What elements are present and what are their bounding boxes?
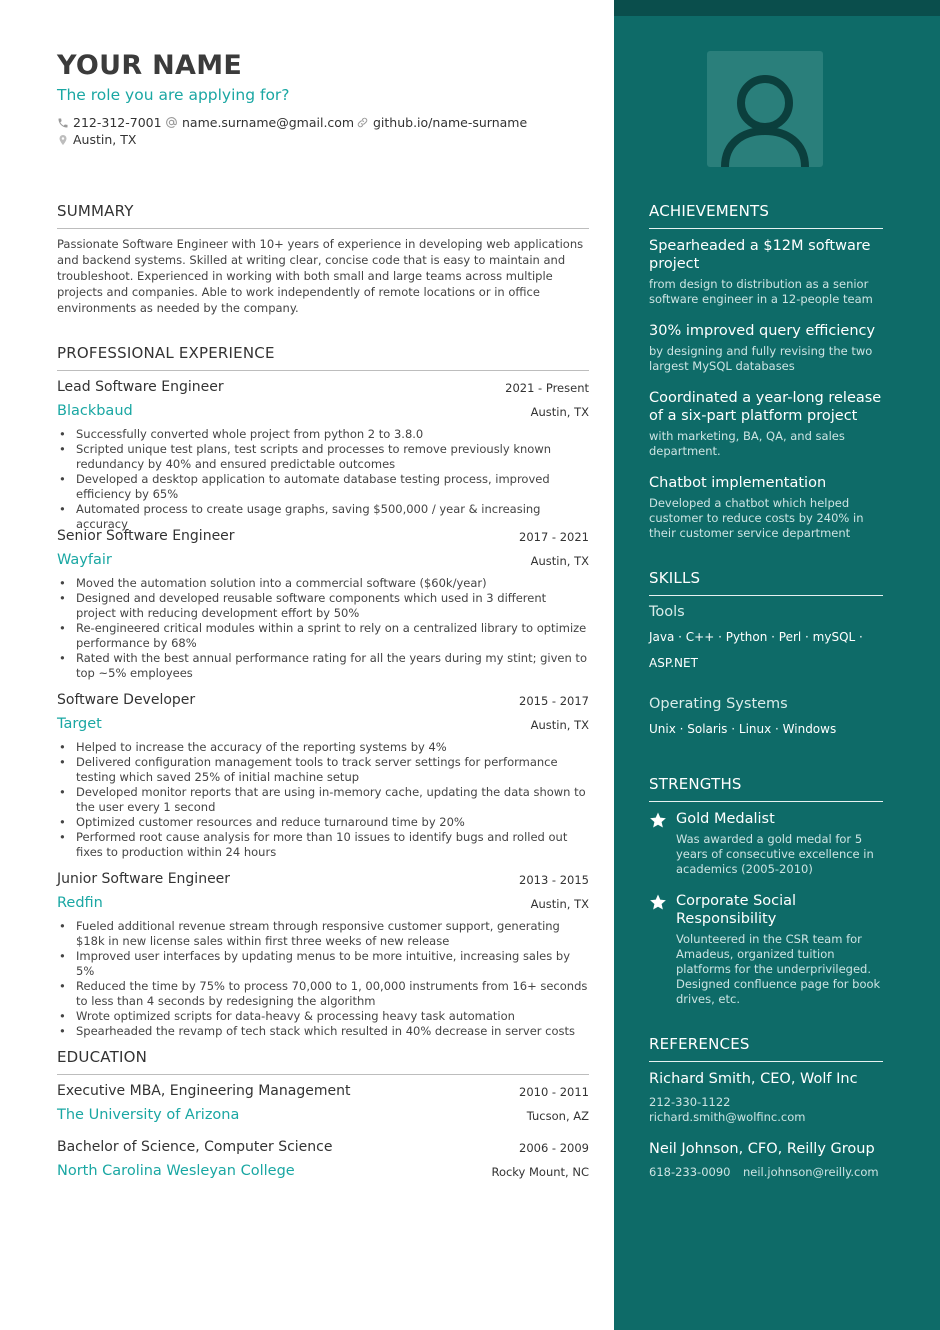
job-bullet: • Delivered configuration management tools to track server settings for performance testing which saved 25% of initial machine setup	[76, 755, 589, 785]
job-company: Blackbaud	[57, 403, 133, 419]
reference-phone: 618-233-0090	[649, 1165, 731, 1179]
school: The University of Arizona	[57, 1107, 240, 1123]
job-bullet: • Reduced the time by 75% to process 70,000 to 1, 00,000 instruments from 16+ seconds to less than 4 seconds by redesigning the algorithm	[76, 979, 589, 1009]
at-icon	[165, 116, 178, 129]
email-text[interactable]: name.surname@gmail.com	[182, 115, 355, 130]
job-bullet: • Re-engineered critical modules within a sprint to rely on a centralized library to optimize performance by 68%	[76, 621, 589, 651]
job-company: Target	[57, 716, 102, 732]
strength-text: Was awarded a gold medal for 5 years of consecutive excellence in academics (2005-2010)	[676, 832, 874, 876]
star-icon	[649, 893, 667, 911]
school-location: Rocky Mount, NC	[491, 1165, 589, 1179]
experience-heading: PROFESSIONAL EXPERIENCE	[57, 344, 275, 362]
degree: Bachelor of Science, Computer Science	[57, 1139, 333, 1155]
job-bullet: • Moved the automation solution into a commercial software ($60k/year)	[76, 576, 589, 591]
job-dates: 2017 - 2021	[519, 530, 589, 544]
profile-photo-placeholder	[707, 51, 823, 167]
job-entry-3	[57, 692, 589, 860]
achievement-text: by designing and fully revising the two largest MySQL databases	[649, 344, 873, 373]
reference-email[interactable]: neil.johnson@reilly.com	[743, 1165, 879, 1179]
location-contact	[57, 132, 136, 147]
job-company: Wayfair	[57, 552, 112, 568]
link-contact[interactable]	[356, 115, 527, 130]
degree: Executive MBA, Engineering Management	[57, 1083, 351, 1099]
job-dates: 2015 - 2017	[519, 694, 589, 708]
school: North Carolina Wesleyan College	[57, 1163, 295, 1179]
phone-text: 212-312-7001	[73, 115, 162, 130]
education-entry-1	[57, 1083, 589, 1131]
job-company: Redfin	[57, 895, 103, 911]
strengths-heading: STRENGTHS	[649, 775, 742, 793]
job-bullet: • Spearheaded the revamp of tech stack which resulted in 40% decrease in server costs	[76, 1024, 589, 1039]
job-bullet: • Improved user interfaces by updating menus to be more intuitive, increasing sales by 5%	[76, 949, 589, 979]
job-dates: 2013 - 2015	[519, 873, 589, 887]
skills-os-line: Unix · Solaris · Linux · Windows	[649, 722, 837, 736]
skills-tools-line: ASP.NET	[649, 656, 698, 670]
achievements-divider	[649, 228, 883, 229]
achievement-title: Spearheaded a $12M software project	[649, 238, 871, 272]
skills-divider	[649, 595, 883, 596]
job-bullet: • Automated process to create usage graphs, saving $500,000 / year & increasing accuracy	[76, 502, 589, 532]
job-bullet: • Developed monitor reports that are using in-memory cache, updating the data shown to the user every 1 second	[76, 785, 589, 815]
strengths-divider	[649, 801, 883, 802]
star-icon	[649, 811, 667, 829]
education-dates: 2010 - 2011	[519, 1085, 589, 1099]
job-title: Senior Software Engineer	[57, 528, 235, 544]
job-bullet: • Scripted unique test plans, test scripts and processes to remove previously known redundancy by 40% and ensured predictable outcomes	[76, 442, 589, 472]
job-title: Software Developer	[57, 692, 196, 708]
reference-name: Neil Johnson, CFO, Reilly Group	[649, 1141, 875, 1157]
location-pin-icon	[57, 134, 69, 146]
education-entry-2	[57, 1139, 589, 1187]
achievement-title: Coordinated a year-long release of a six-part platform project	[649, 390, 882, 424]
school-location: Tucson, AZ	[526, 1109, 589, 1123]
phone-icon	[57, 117, 69, 129]
job-bullet: • Optimized customer resources and reduce turnaround time by 20%	[76, 815, 589, 830]
job-entry-4	[57, 871, 589, 1039]
link-text[interactable]: github.io/name-surname	[373, 115, 528, 130]
achievement-text: Developed a chatbot which helped customer to reduce costs by 240% in their customer service department	[649, 496, 864, 540]
strength-text: Volunteered in the CSR team for Amadeus, organized tuition platforms for the underprivileged. Designed confluence page for book drives, etc.	[676, 932, 881, 1006]
job-bullet: • Developed a desktop application to automate database testing process, improved efficiency by 65%	[76, 472, 589, 502]
job-location: Austin, TX	[530, 405, 589, 419]
job-bullets	[57, 576, 589, 681]
summary-heading: SUMMARY	[57, 202, 134, 220]
skills-os-label: Operating Systems	[649, 696, 788, 712]
achievement-text: from design to distribution as a senior software engineer in a 12-people team	[649, 277, 873, 306]
reference-email[interactable]: richard.smith@wolfinc.com	[649, 1110, 806, 1124]
skills-tools-label: Tools	[649, 604, 685, 620]
job-title: Junior Software Engineer	[57, 871, 231, 887]
strength-title: Gold Medalist	[676, 811, 775, 827]
job-bullets	[57, 427, 589, 532]
education-heading: EDUCATION	[57, 1048, 147, 1066]
experience-divider	[57, 370, 589, 371]
candidate-role: The role you are applying for?	[57, 86, 290, 104]
job-bullet: • Performed root cause analysis for more than 10 issues to identify bugs and rolled out fixes to production within 24 hours	[76, 830, 589, 860]
job-entry-2	[57, 528, 589, 681]
job-bullet: • Fueled additional revenue stream through responsive customer support, generating $18k in new license sales within first three weeks of new release	[76, 919, 589, 949]
achievement-text: with marketing, BA, QA, and sales department.	[649, 429, 845, 458]
job-location: Austin, TX	[530, 554, 589, 568]
candidate-name: YOUR NAME	[57, 50, 243, 81]
skills-heading: SKILLS	[649, 569, 701, 587]
phone-contact	[57, 115, 162, 130]
job-bullet: • Helped to increase the accuracy of the reporting systems by 4%	[76, 740, 589, 755]
achievement-title: Chatbot implementation	[649, 475, 827, 491]
job-bullets	[57, 740, 589, 860]
job-bullet: • Designed and developed reusable software components which used in 3 different project with reducing development effort by 50%	[76, 591, 589, 621]
skills-tools-line: Java · C++ · Python · Perl · mySQL ·	[649, 630, 863, 644]
email-contact[interactable]	[165, 115, 354, 130]
strength-title: Corporate Social Responsibility	[676, 893, 797, 927]
achievements-heading: ACHIEVEMENTS	[649, 202, 770, 220]
job-title: Lead Software Engineer	[57, 379, 224, 395]
job-location: Austin, TX	[530, 718, 589, 732]
job-entry-1	[57, 379, 589, 532]
job-bullet: • Rated with the best annual performance rating for all the years during my stint; given to top ~5% employees	[76, 651, 589, 681]
user-avatar-icon	[707, 51, 823, 167]
job-bullet: • Successfully converted whole project from python 2 to 3.8.0	[76, 427, 589, 442]
summary-divider	[57, 228, 589, 229]
sidebar-top-band	[614, 0, 940, 16]
summary-text: Passionate Software Engineer with 10+ years of experience in developing web applications and backend systems. Skilled at writing clear, concise code that is easy to maintain and troubleshoot. Experienced in working with both small and large teams across multiple projects and companies. Able to work independently of remote locations or in office environments as needed by the company.	[57, 237, 584, 315]
references-divider	[649, 1061, 883, 1062]
reference-phone: 212-330-1122	[649, 1095, 731, 1109]
job-location: Austin, TX	[530, 897, 589, 911]
job-bullets	[57, 919, 589, 1039]
job-bullet: • Wrote optimized scripts for data-heavy & processing heavy task automation	[76, 1009, 589, 1024]
references-heading: REFERENCES	[649, 1035, 750, 1053]
location-text: Austin, TX	[73, 132, 137, 147]
achievement-title: 30% improved query efficiency	[649, 323, 876, 339]
job-dates: 2021 - Present	[505, 381, 589, 395]
education-dates: 2006 - 2009	[519, 1141, 589, 1155]
link-icon	[356, 116, 369, 129]
reference-name: Richard Smith, CEO, Wolf Inc	[649, 1071, 858, 1087]
education-divider	[57, 1074, 589, 1075]
